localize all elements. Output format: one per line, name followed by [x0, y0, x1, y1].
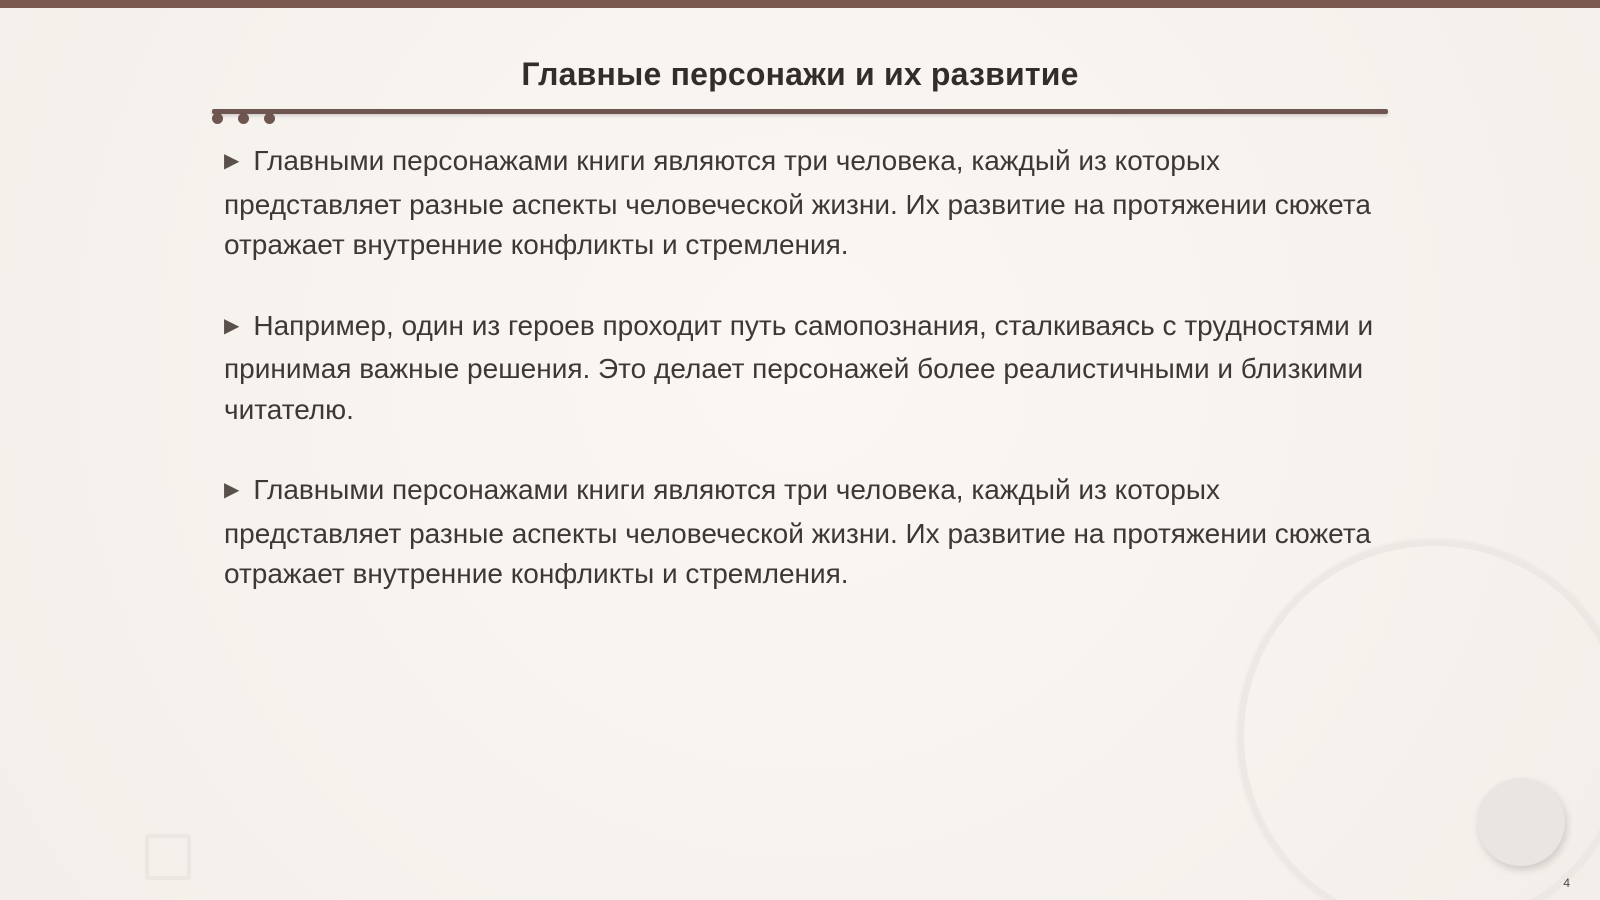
- bullet-item: [224, 306, 1374, 431]
- decorative-square: [145, 834, 191, 880]
- page-number: 4: [1563, 876, 1570, 890]
- decorative-circle: [1477, 778, 1565, 866]
- bullet-list: [224, 141, 1374, 635]
- triangle-bullet-icon: ▶: [224, 314, 240, 337]
- triangle-bullet-icon: ▶: [224, 479, 240, 501]
- title-underline: [212, 109, 1388, 114]
- bullet-text: Например, один из героев проходит путь самопознания, сталкиваясь с трудностями и принимая важные решения. Это делает персонажей более реалистичными и близкими читателю.: [224, 309, 1374, 425]
- bullet-item: [224, 141, 1374, 266]
- decorative-dot: [212, 113, 223, 124]
- bullet-text: Главными персонажами книги являются три человека, каждый из которых представляет разные аспекты человеческой жизни. Их развитие на протяжении сюжета отражает внутренние конфликты и стремления.: [224, 145, 1371, 260]
- bullet-text: Главными персонажами книги являются три человека, каждый из которых представляет разные аспекты человеческой жизни. Их развитие на протяжении сюжета отражает внутренние конфликты и стремления.: [224, 474, 1371, 589]
- decorative-dot: [264, 113, 275, 124]
- decorative-dot: [238, 113, 249, 124]
- top-accent-bar: [0, 0, 1600, 8]
- bullet-item: [224, 470, 1374, 595]
- slide-title: Главные персонажи и их развитие: [521, 56, 1079, 92]
- triangle-bullet-icon: ▶: [224, 150, 240, 172]
